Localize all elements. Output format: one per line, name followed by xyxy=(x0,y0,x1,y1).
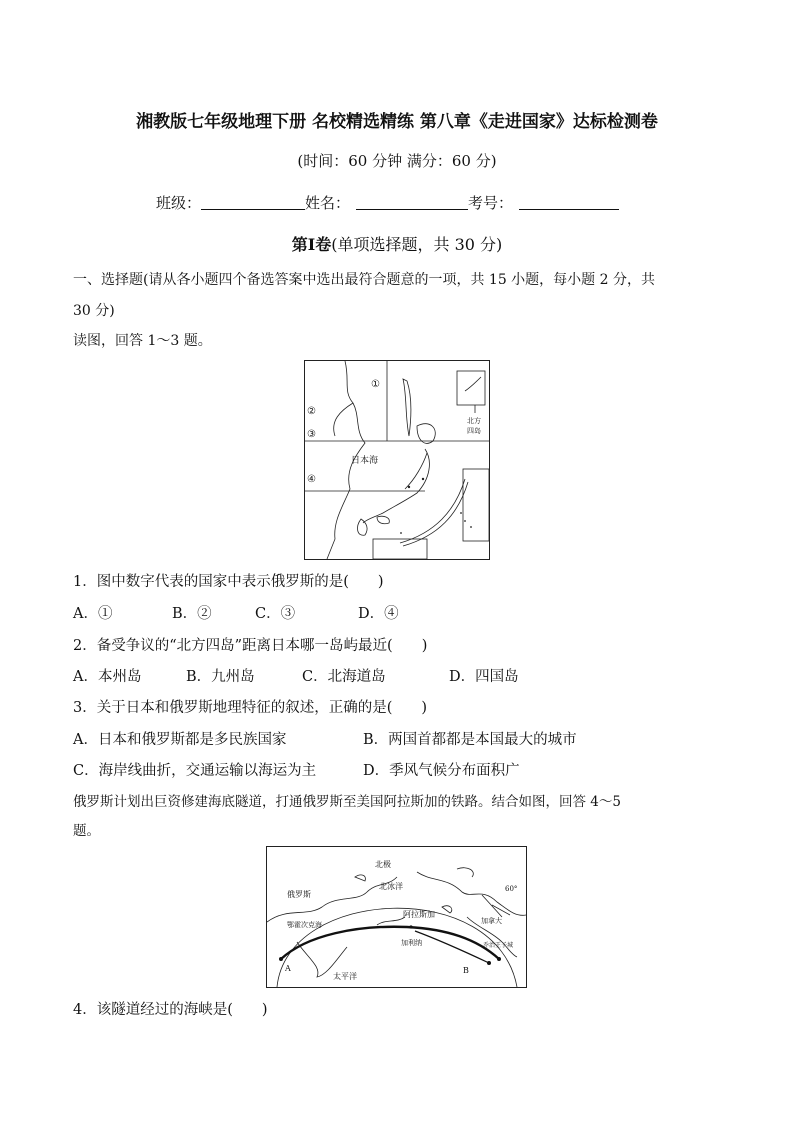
intro-q4-5-line-2: 题。 xyxy=(73,823,100,839)
map2-label-north-pole: 北极 xyxy=(375,860,391,869)
map2-label-carina: 加利纳 xyxy=(401,939,422,947)
student-info-line xyxy=(156,192,619,213)
map2-label-arctic-ocean: 北冰洋 xyxy=(379,882,403,891)
intro-q1-3: 读图，回答 1～3 题。 xyxy=(73,333,212,349)
map2-label-60-degree: 60° xyxy=(505,885,518,893)
map1-label-3: ③ xyxy=(307,429,316,440)
map2-label-point-b: B xyxy=(463,966,469,975)
map2-label-okhotsk: 鄂霍次克海 xyxy=(287,921,322,929)
map1-label-2: ② xyxy=(307,406,316,417)
question-1-option-c[interactable]: C．③ xyxy=(255,606,296,622)
map2-label-point-a: A xyxy=(285,964,291,973)
class-blank[interactable] xyxy=(201,195,305,210)
section-heading xyxy=(0,232,794,255)
question-3-option-b[interactable]: B．两国首都都是本国最大的城市 xyxy=(363,732,577,748)
map1-label-1: ① xyxy=(371,379,380,390)
question-3-stem: 3．关于日本和俄罗斯地理特征的叙述，正确的是( ) xyxy=(73,700,428,716)
japan-map-svg xyxy=(305,361,489,559)
japan-map xyxy=(304,360,490,560)
number-label: 考号： xyxy=(468,194,514,212)
question-2-option-d[interactable]: D．四国岛 xyxy=(449,669,519,685)
name-label: 姓名： xyxy=(305,194,351,212)
exam-time-score: (时间：60 分钟 满分：60 分) xyxy=(297,152,497,170)
question-1-option-a[interactable]: A．① xyxy=(73,606,113,622)
name-blank[interactable] xyxy=(356,195,468,210)
map1-label-islands-2: 四岛 xyxy=(467,427,481,435)
question-4-stem: 4．该隧道经过的海峡是( ) xyxy=(73,1002,268,1018)
map2-label-russia: 俄罗斯 xyxy=(287,890,311,899)
document-title: 湘教版七年级地理下册 名校精选精练 第八章《走进国家》达标检测卷 xyxy=(136,112,658,132)
question-3-option-a[interactable]: A．日本和俄罗斯都是多民族国家 xyxy=(73,732,287,748)
map2-label-prince-george: 乔治王子城 xyxy=(483,942,514,949)
intro-q4-5-line-1: 俄罗斯计划出巨资修建海底隧道，打通俄罗斯至美国阿拉斯加的铁路。结合如图，回答 4～5 xyxy=(73,794,621,810)
question-2-option-c[interactable]: C．北海道岛 xyxy=(302,669,386,685)
question-1-stem: 1．图中数字代表的国家中表示俄罗斯的是( ) xyxy=(73,574,384,590)
section-text: (单项选择题，共 30 分) xyxy=(331,235,503,254)
section-prefix: 第Ⅰ卷 xyxy=(291,235,332,254)
map2-label-canada: 加拿大 xyxy=(481,917,502,925)
question-3-option-c[interactable]: C．海岸线曲折，交通运输以海运为主 xyxy=(73,763,317,779)
question-1-option-d[interactable]: D．④ xyxy=(358,606,399,622)
instructions-line-2: 30 分) xyxy=(73,303,115,319)
map2-label-pacific: 太平洋 xyxy=(333,972,357,981)
question-3-option-d[interactable]: D．季风气候分布面积广 xyxy=(363,763,520,779)
class-label: 班级： xyxy=(156,194,202,212)
question-2-option-b[interactable]: B．九州岛 xyxy=(186,669,255,685)
question-2-stem: 2．备受争议的“北方四岛”距离日本哪一岛屿最近( ) xyxy=(73,638,428,654)
map1-label-islands-1: 北方 xyxy=(467,417,481,425)
map1-label-sea: 日本海 xyxy=(351,456,379,466)
question-1-option-b[interactable]: B．② xyxy=(172,606,212,622)
question-2-option-a[interactable]: A．本州岛 xyxy=(73,669,142,685)
instructions-line-1: 一、选择题(请从各小题四个备选答案中选出最符合题意的一项，共 15 小题，每小题 2 分，共 xyxy=(73,272,655,288)
map1-label-4: ④ xyxy=(307,474,316,485)
bering-tunnel-map-svg xyxy=(267,847,526,987)
map2-label-alaska: 阿拉斯加 xyxy=(403,910,435,919)
bering-tunnel-map xyxy=(266,846,527,988)
number-blank[interactable] xyxy=(519,195,619,210)
